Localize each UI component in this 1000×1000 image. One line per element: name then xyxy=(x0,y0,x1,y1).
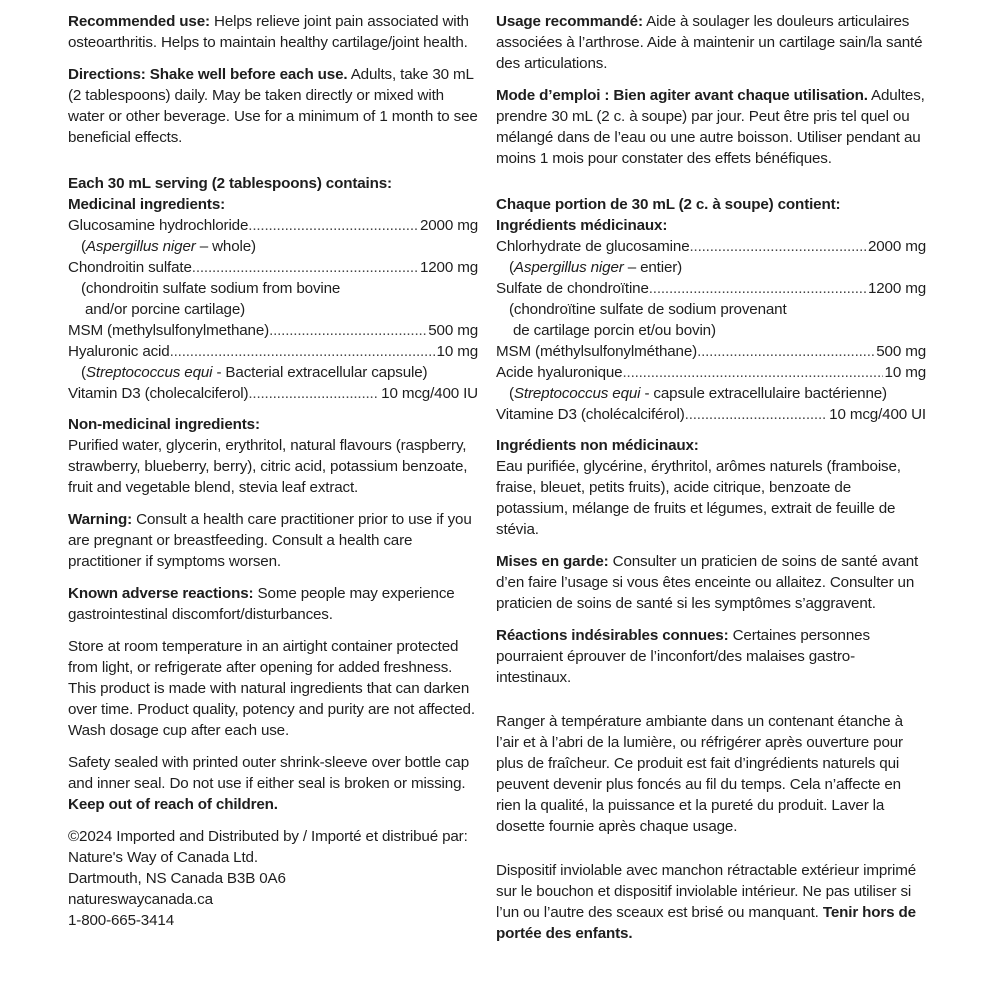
directions xyxy=(68,64,478,148)
non-medicinal-text-fr: Eau purifiée, glycérine, érythritol, arômes naturels (framboise, fraise, bleuet, petits fruits), acide citrique, benzoate de potassium, mélange de fruits et légumes, extrait de feuille de stévia. xyxy=(496,458,901,538)
ingredient-name: MSM (méthylsulfonylméthane) xyxy=(496,343,698,360)
directions-label: Directions: Shake well before each use. xyxy=(68,66,348,83)
source-species: Aspergillus niger xyxy=(85,238,196,255)
serving-heading-fr: Chaque portion de 30 mL (2 c. à soupe) contient: xyxy=(496,196,841,213)
ingredient-amount: 2000 mg xyxy=(867,238,926,255)
medicinal-heading: Medicinal ingredients: xyxy=(68,196,226,213)
storage-text-fr: Ranger à température ambiante dans un contenant étanche à l’air et à l’abri de la lumière, ou réfrigérer après ouverture pour plus de fraîcheur. Ce produit est fait d’ingrédients naturels qui peuvent devenir plus foncés au fil du temps. Cela n’affecte en rien la qualité, la puissance et la pureté du produit. Laver la dosette fournie après chaque usage. xyxy=(496,713,903,835)
warning-label: Warning: xyxy=(68,511,133,528)
adverse-label: Known adverse reactions: xyxy=(68,585,254,602)
warning-text-fr: Consulter un praticien de soins de santé avant d’en faire l’usage si vous êtes enceinte ou allaitez. Consulter un praticien de soins de santé si les symptômes s’aggravent. xyxy=(496,553,919,612)
ingredient-amount: 10 mg xyxy=(436,343,478,360)
ingredient-name: Chondroitin sulfate xyxy=(68,259,192,276)
ingredient-name: Hyaluronic acid xyxy=(68,343,170,360)
ingredient-row xyxy=(68,215,478,236)
directions-text-fr: Adultes, prendre 30 mL (2 c. à soupe) par jour. Peut être pris tel quel ou mélangé dans de l’eau ou une autre boisson. Utiliser pendant au moins 1 mois pour constater des effets bénéfiques. xyxy=(496,87,925,167)
ingredient-name: Chlorhydrate de glucosamine xyxy=(496,238,690,255)
directions-text: Adults, take 30 mL (2 tablespoons) daily. May be taken directly or mixed with water or other beverage. Use for a minimum of 1 month to see beneficial effects. xyxy=(68,66,478,146)
ingredient-name: Glucosamine hydrochloride xyxy=(68,217,249,234)
distributor-info xyxy=(68,826,478,931)
adverse-label-fr: Réactions indésirables connues: xyxy=(496,627,729,644)
ingredient-note: (chondroitin sulfate sodium from bovine xyxy=(81,280,341,297)
company-address: Dartmouth, NS Canada B3B 0A6 xyxy=(68,870,286,887)
adverse-reactions xyxy=(68,583,478,625)
safety-seal-fr xyxy=(496,860,926,944)
warning-label-fr: Mises en garde: xyxy=(496,553,609,570)
ingredient-name: Vitamin D3 (cholecalciferol) xyxy=(68,385,249,402)
ingredient-amount: 10 mcg/400 UI xyxy=(829,406,926,423)
source-species: Aspergillus niger xyxy=(513,259,624,276)
ingredient-amount: 1200 mg xyxy=(867,280,926,297)
warning-fr xyxy=(496,551,926,614)
non-medicinal-heading-fr: Ingrédients non médicinaux: xyxy=(496,437,699,454)
recommended-use-text: Helps relieve joint pain associated with osteoarthritis. Helps to maintain healthy cartilage/joint health. xyxy=(68,13,469,51)
recommended-use xyxy=(68,11,478,53)
ingredient-amount: 500 mg xyxy=(428,322,478,339)
source-species: Streptococcus equi xyxy=(85,364,213,381)
non-medicinal-heading: Non-medicinal ingredients: xyxy=(68,416,260,433)
ingredient-row xyxy=(496,278,926,299)
ingredient-source: (Aspergillus niger – entier) xyxy=(509,259,683,276)
medicinal-heading-fr: Ingrédients médicinaux: xyxy=(496,217,668,234)
company-phone: 1-800-665-3414 xyxy=(68,912,174,929)
warning xyxy=(68,509,478,572)
french-column xyxy=(496,11,926,950)
company-website: natureswaycanada.ca xyxy=(68,891,213,908)
ingredient-note: de cartilage porcin et/ou bovin) xyxy=(513,322,716,339)
storage-text: Store at room temperature in an airtight container protected from light, or refrigerate after opening for added freshness. This product is made with natural ingredients that can darken over time. Product quality, potency and purity are not affected. Wash dosage cup after each use. xyxy=(68,638,475,739)
ingredient-row xyxy=(496,341,926,362)
directions-fr xyxy=(496,85,926,169)
ingredient-name: Sulfate de chondroïtine xyxy=(496,280,649,297)
recommended-use-text-fr: Aide à soulager les douleurs articulaires associées à l’arthrose. Aide à maintenir un cartilage sain/la santé des articulations. xyxy=(496,13,923,72)
ingredient-source: (Streptococcus equi - Bacterial extracellular capsule) xyxy=(81,364,428,381)
non-medicinal-text: Purified water, glycerin, erythritol, natural flavours (raspberry, strawberry, blueberry, berry), citric acid, potassium benzoate, fruit and vegetable blend, stevia leaf extract. xyxy=(68,437,468,496)
keep-out-of-reach: Keep out of reach of children. xyxy=(68,796,278,813)
serving-heading: Each 30 mL serving (2 tablespoons) contains: xyxy=(68,175,392,192)
ingredient-amount: 500 mg xyxy=(876,343,926,360)
keep-out-of-reach-fr: Tenir hors de portée des enfants. xyxy=(496,904,916,942)
adverse-text: Some people may experience gastrointestinal discomfort/disturbances. xyxy=(68,585,455,623)
ingredient-row xyxy=(496,362,926,383)
ingredient-row xyxy=(496,236,926,257)
ingredient-row xyxy=(68,341,478,362)
safety-seal xyxy=(68,752,478,815)
ingredient-note: (chondroïtine sulfate de sodium provenant xyxy=(509,301,787,318)
ingredient-name: Acide hyaluronique xyxy=(496,364,623,381)
ingredient-source: (Streptococcus equi - capsule extracellulaire bactérienne) xyxy=(509,385,887,402)
ingredient-note: and/or porcine cartilage) xyxy=(85,301,246,318)
adverse-text-fr: Certaines personnes pourraient éprouver de l’inconfort/des malaises gastro-intestinaux. xyxy=(496,627,870,686)
ingredient-amount: 2000 mg xyxy=(419,217,478,234)
ingredient-row xyxy=(68,257,478,278)
ingredient-amount: 1200 mg xyxy=(419,259,478,276)
ingredient-name: Vitamine D3 (cholécalciférol) xyxy=(496,406,685,423)
source-species: Streptococcus equi xyxy=(513,385,641,402)
recommended-use-label: Recommended use: xyxy=(68,13,210,30)
ingredient-row xyxy=(68,383,478,404)
ingredient-amount: 10 mcg/400 IU xyxy=(381,385,478,402)
ingredient-row xyxy=(68,320,478,341)
ingredient-amount: 10 mg xyxy=(884,364,926,381)
ingredient-name: MSM (methylsulfonylmethane) xyxy=(68,322,270,339)
warning-text: Consult a health care practitioner prior to use if you are pregnant or breastfeeding. Consult a health care practitioner if symptoms worsen. xyxy=(68,511,472,570)
safety-text: Safety sealed with printed outer shrink-sleeve over bottle cap and inner seal. Do not use if either seal is broken or missing. xyxy=(68,754,469,792)
recommended-use-fr xyxy=(496,11,926,74)
ingredient-row xyxy=(496,404,926,425)
copyright-line: ©2024 Imported and Distributed by / Importé et distribué par: xyxy=(68,828,468,845)
safety-text-fr: Dispositif inviolable avec manchon rétractable extérieur imprimé sur le bouchon et dispositif inviolable intérieur. Ne pas utiliser si l’un ou l’autre des sceaux est brisé ou manquant. xyxy=(496,862,917,921)
recommended-use-label-fr: Usage recommandé: xyxy=(496,13,643,30)
directions-label-fr: Mode d’emploi : Bien agiter avant chaque utilisation. xyxy=(496,87,868,104)
ingredient-source: (Aspergillus niger – whole) xyxy=(81,238,256,255)
company-name: Nature's Way of Canada Ltd. xyxy=(68,849,258,866)
adverse-reactions-fr xyxy=(496,625,926,688)
english-column xyxy=(68,11,478,931)
